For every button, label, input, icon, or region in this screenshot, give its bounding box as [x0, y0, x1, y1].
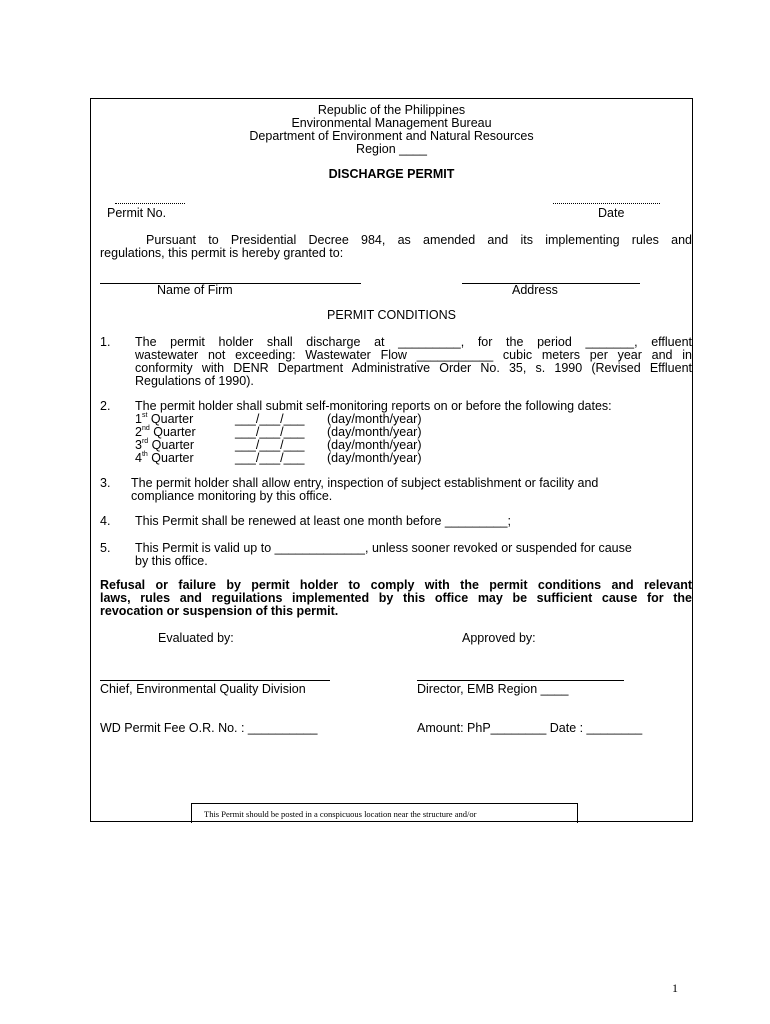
quarter-2-format: (day/month/year): [327, 425, 422, 439]
quarter-1: 1st Quarter: [135, 412, 194, 426]
condition-1-line-1: The permit holder shall discharge at _________, for the period _______, effluent: [135, 335, 692, 349]
condition-2-number: 2.: [100, 399, 111, 413]
header-emb: Environmental Management Bureau: [291, 116, 492, 130]
permit-no-label: Permit No.: [107, 206, 167, 220]
condition-5-line-1: This Permit is valid up to _____________, unless sooner revoked or suspended for cause: [135, 541, 632, 555]
quarter-3: 3rd Quarter: [135, 438, 195, 452]
quarter-4: 4th Quarter: [135, 451, 194, 465]
condition-3-line-2: compliance monitoring by this office.: [131, 489, 333, 503]
quarter-3-date-blank: ___/___/___: [235, 438, 305, 452]
header-denr: Department of Environment and Natural Resources: [249, 129, 534, 143]
name-of-firm-label: Name of Firm: [157, 283, 233, 297]
condition-4-number: 4.: [100, 514, 111, 528]
quarter-2: 2nd Quarter: [135, 425, 196, 439]
permit-no-blank: [115, 203, 185, 204]
approved-by-label: Approved by:: [462, 631, 536, 645]
chief-title: Chief, Environmental Quality Division: [100, 682, 306, 696]
conditions-title: PERMIT CONDITIONS: [327, 308, 456, 322]
quarter-3-format: (day/month/year): [327, 438, 422, 452]
warning-line-3: revocation or suspension of this permit.: [100, 604, 339, 618]
condition-1-line-2: wastewater not exceeding: Wastewater Flow ___________ cubic meters per year and in: [135, 348, 692, 362]
quarter-4-format: (day/month/year): [327, 451, 422, 465]
page-number: 1: [672, 981, 678, 995]
director-signature-line: [417, 680, 624, 681]
quarter-2-date-blank: ___/___/___: [235, 425, 305, 439]
director-title: Director, EMB Region ____: [417, 682, 569, 696]
intro-line-1: Pursuant to Presidential Decree 984, as amended and its implementing rules and: [146, 233, 692, 247]
quarter-4-date-blank: ___/___/___: [235, 451, 305, 465]
amount-date: Amount: PhP________ Date : ________: [417, 721, 643, 735]
posting-notice: This Permit should be posted in a conspicuous location near the structure and/or: [191, 803, 578, 823]
condition-1-number: 1.: [100, 335, 111, 349]
date-label: Date: [598, 206, 625, 220]
condition-4-line-1: This Permit shall be renewed at least one month before _________;: [135, 514, 511, 528]
condition-1-line-4: Regulations of 1990).: [135, 374, 254, 388]
chief-signature-line: [100, 680, 330, 681]
condition-5-line-2: by this office.: [135, 554, 208, 568]
evaluated-by-label: Evaluated by:: [158, 631, 234, 645]
condition-2-line-1: The permit holder shall submit self-monitoring reports on or before the following dates:: [135, 399, 612, 413]
quarter-1-date-blank: ___/___/___: [235, 412, 305, 426]
warning-line-2: laws, rules and reguilations implemented by this office may be sufficient cause for the: [100, 591, 692, 605]
warning-line-1: Refusal or failure by permit holder to comply with the permit conditions and relevant: [100, 578, 692, 592]
date-blank: [553, 203, 660, 204]
condition-3-line-1: The permit holder shall allow entry, inspection of subject establishment or facility and: [131, 476, 599, 490]
condition-5-number: 5.: [100, 541, 111, 555]
wd-permit-fee: WD Permit Fee O.R. No. : __________: [100, 721, 318, 735]
condition-3-number: 3.: [100, 476, 111, 490]
quarter-1-format: (day/month/year): [327, 412, 422, 426]
intro-line-2: regulations, this permit is hereby granted to:: [100, 246, 344, 260]
header-region: Region ____: [356, 142, 427, 156]
condition-1-line-3: conformity with DENR Department Administrative Order No. 35, s. 1990 (Revised Effluent: [135, 361, 692, 375]
header-republic: Republic of the Philippines: [317, 103, 466, 117]
page-title: DISCHARGE PERMIT: [328, 167, 455, 181]
address-label: Address: [512, 283, 558, 297]
